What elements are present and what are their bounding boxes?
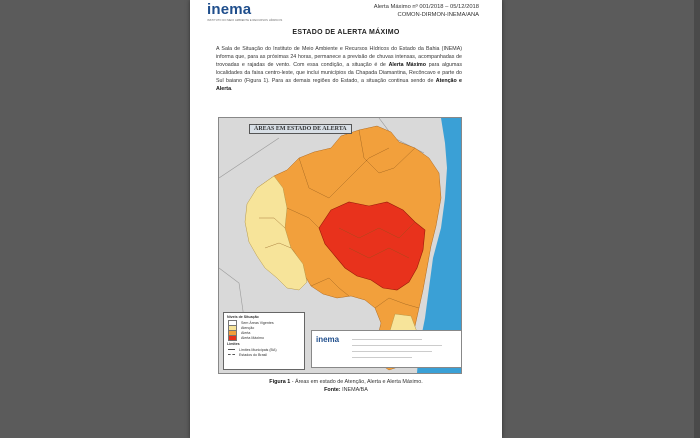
legend-label: Estados do Brasil [239, 352, 267, 357]
map-credit-box [311, 330, 462, 368]
paragraph-end: . [231, 85, 233, 92]
credit-text-line [352, 339, 422, 340]
alert-map-figure [218, 117, 462, 374]
legend-label: Alerta [241, 330, 251, 335]
caption-line-2 [190, 387, 502, 395]
paragraph-text-2: para algumas localidades da faixa centro-leste, que inclui municípios da Chapada Diamantina, Recôncavo e parte do Sul baiano (Figura 1). Para as demais regiões do Estado, a situação continua sendo de [216, 61, 462, 84]
logo-wordmark: inema [207, 1, 252, 18]
paragraph-bold-1: Alerta Máximo [388, 61, 426, 68]
caption-line-1 [190, 379, 502, 387]
legend-label: Limites Municipais (BA) [239, 347, 277, 352]
legend-title: Níveis de Situação [227, 315, 259, 319]
credit-text-line [352, 345, 442, 346]
legend-line-states [228, 354, 235, 355]
document-reference [374, 3, 479, 19]
legend-item [228, 335, 304, 340]
caption-source: INEMA/BA [342, 386, 368, 393]
logo-tagline: INSTITUTO DO MEIO AMBIENTE E RECURSOS HÍDRICOS [207, 19, 283, 22]
doc-ref-department: COMON-DIRMON-INEMA/ANA [397, 12, 479, 18]
limits-title: Limites [227, 342, 240, 346]
credit-text-line [352, 351, 432, 352]
viewer-scrollbar[interactable] [694, 0, 700, 438]
credit-text-line [352, 357, 412, 358]
doc-ref-number: Alerta Máximo nº 001/2018 – 05/12/2018 [373, 4, 479, 10]
document-page[interactable] [190, 0, 502, 438]
legend-label: Sem Áreas Vigentes [241, 320, 274, 325]
map-title: ÁREAS EM ESTADO DE ALERTA [249, 124, 352, 134]
caption-source-label: Fonte: [324, 386, 341, 393]
paragraph-text-1: A Sala de Situação do Instituto de Meio Ambiente e Recursos Hídricos do Estado da Bahia (INEMA) informa que, para as próximas 24 horas, permanece a previsão de chuvas intensas, acompanhadas de trovoadas e rajadas de vento. Com essa condição, a situação é de [216, 46, 462, 68]
bulletin-paragraph [216, 46, 462, 93]
figure-caption [190, 379, 502, 394]
caption-figure-label: Figura 1 [269, 379, 291, 385]
credit-logo: inema [316, 335, 340, 344]
map-legend [223, 312, 305, 370]
legend-line-municipal [228, 349, 235, 350]
caption-text: - Áreas em estado de Atenção, Alerta e Alerta Máximo. [291, 379, 423, 385]
legend-item [228, 352, 304, 357]
legend-label: Atenção [241, 325, 255, 330]
legend-label: Alerta Máximo [241, 335, 264, 340]
paragraph-bold-2: Atenção e Alerta [216, 77, 462, 92]
inema-logo [207, 2, 282, 22]
page-title: ESTADO DE ALERTA MÁXIMO [292, 29, 400, 36]
legend-swatch-max-alert [228, 335, 237, 341]
